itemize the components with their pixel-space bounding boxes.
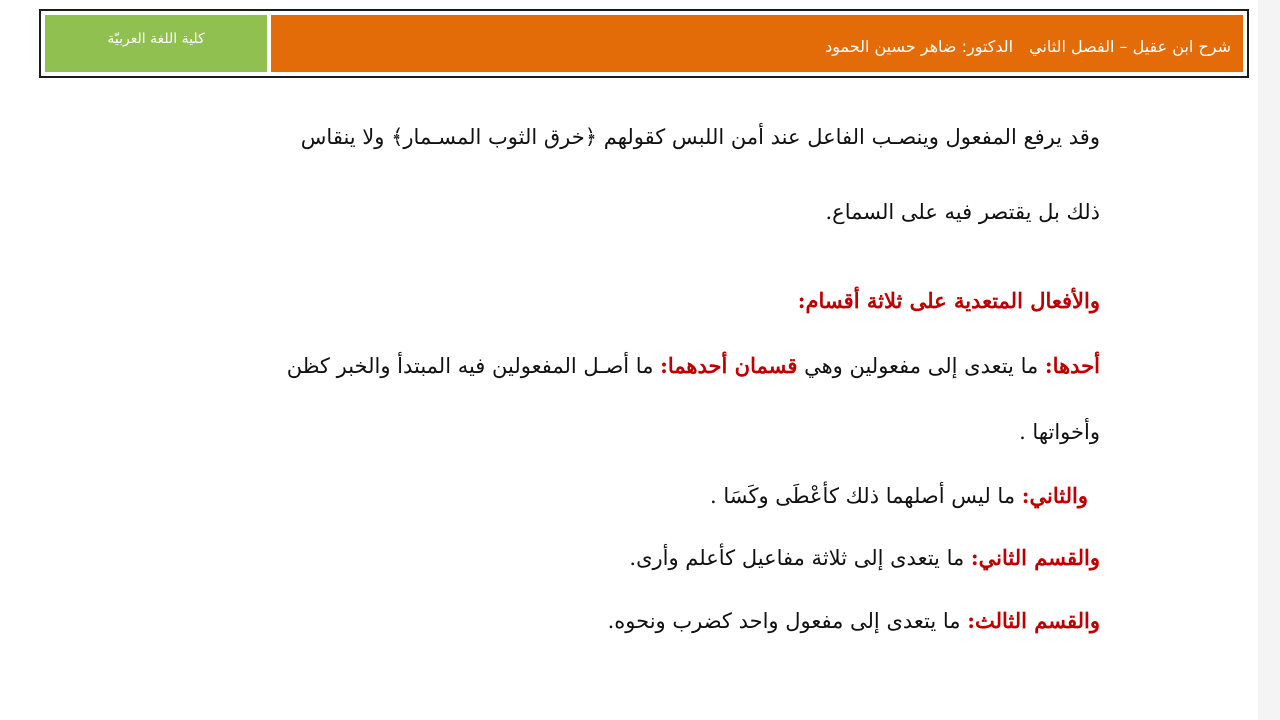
first-label: أحدها: [1044,353,1100,378]
section-three-label: والقسم الثالث: [967,608,1100,633]
doctor-label: الدكتور: [961,37,1014,56]
second-subtype-line [710,483,1088,508]
section-heading: والأفعال المتعدية على ثلاثة أقسام: [797,288,1100,313]
doctor-name: ضاهر حسين الحمود [825,37,957,56]
course-banner [271,15,1243,72]
first-type-line [287,353,1100,378]
right-edge-shade [1258,0,1280,720]
section-two-line [629,545,1100,570]
section-two-label: والقسم الثاني: [970,545,1100,570]
college-name: كلية اللغة العربيّة [107,31,205,47]
first-highlight: قسمان أحدهما: [660,353,798,378]
section-three-text: ما يتعدى إلى مفعول واحد كضرب ونحوه. [607,609,961,633]
course-title: شرح ابن عقيل – الفصل الثاني [1029,37,1231,56]
college-banner [45,15,267,72]
second-label: والثاني: [1021,483,1088,508]
second-text: ما ليس أصلهما ذلك كأعْطَى وكَسَا . [709,484,1016,508]
paragraph-line-1: وقد يرفع المفعول وينصـب الفاعل عند أمن اللبس كقولهم ﴿خرق الثوب المسـمار﴾ ولا ينقاس [300,125,1100,149]
paragraph-line-2: ذلك بل يقتصر فيه على السماع. [825,200,1100,224]
slide-header [39,9,1249,78]
section-two-text: ما يتعدى إلى ثلاثة مفاعيل كأعلم وأرى. [629,546,965,570]
first-text-b: ما أصـل المفعولين فيه المبتدأ والخبر كظن [286,354,654,378]
first-type-continuation: وأخواتها . [1019,420,1100,444]
section-three-line [608,608,1100,633]
first-text-a: ما يتعدى إلى مفعولين وهي [804,354,1039,378]
